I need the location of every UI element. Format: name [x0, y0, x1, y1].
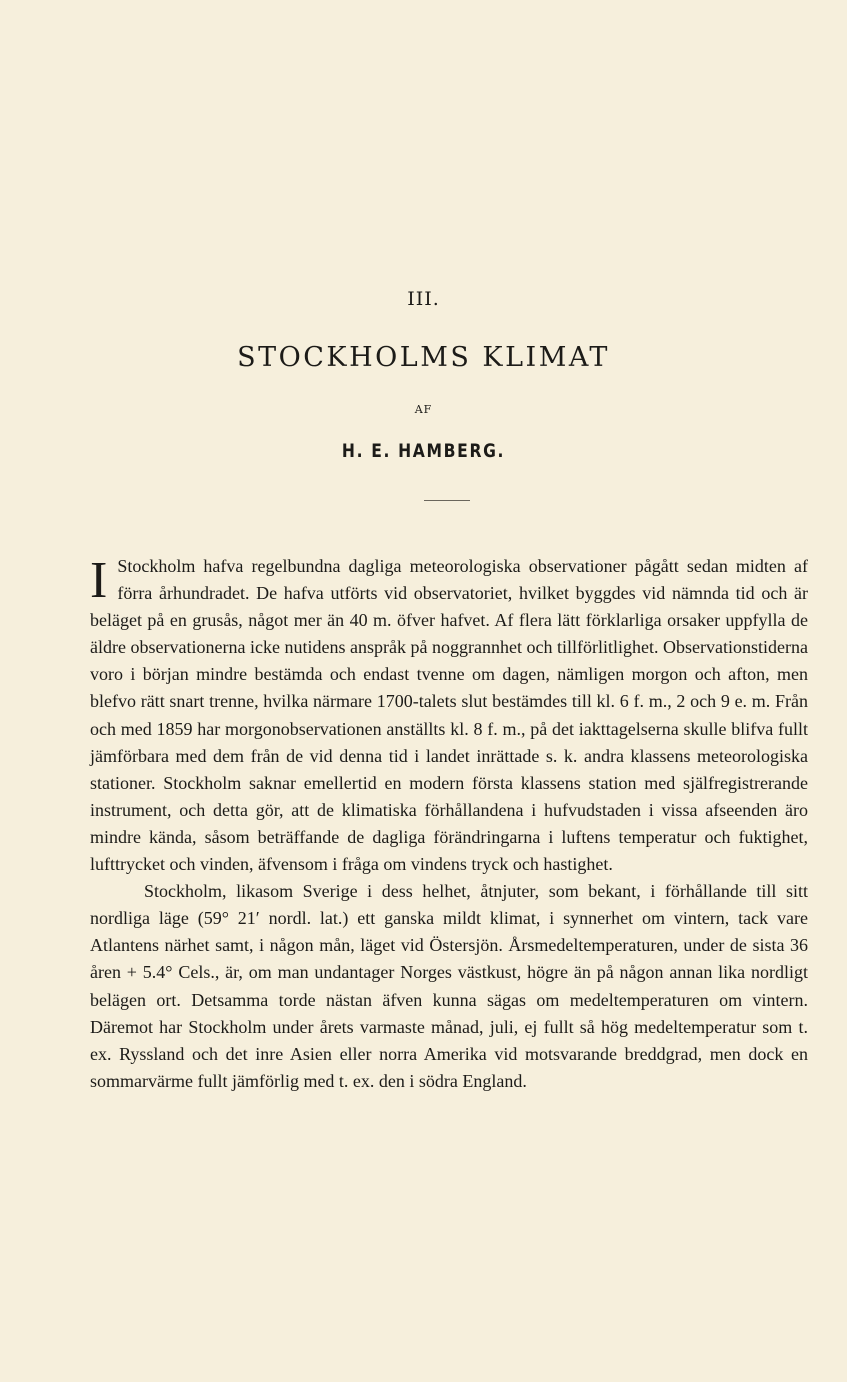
paragraph-1: [90, 553, 808, 878]
paragraph-2: Stockholm, likasom Sverige i dess helhet, åtnjuter, som bekant, i förhållande till sitt nordliga läge (59° 21′ nordl. lat.) ett ganska mildt klimat, i synnerhet om vintern, tack vare Atlantens närhet samt, i någon mån, läget vid Östersjön. Årsmedeltemperaturen, under de sista 36 åren + 5.4° Cels., är, om man undantager Norges västkust, högre än på någon annan lika nordligt belägen ort. Detsamma torde nästan äfven kunna sägas om medeltemperaturen om vintern. Däremot har Stockholm under årets varmaste månad, juli, ej fullt så hög medeltemperatur som t. ex. Ryssland och det inre Asien eller norra Amerika vid motsvarande breddgrad, men dock en sommarvärme fullt jämförlig med t. ex. den i södra England.: [90, 881, 808, 1091]
author-name: H. E. HAMBERG.: [341, 440, 506, 462]
byline-prefix: AF: [414, 403, 433, 416]
section-divider: [424, 500, 470, 501]
paragraph-1-text: Stockholm hafva regelbundna dagliga meteorologiska observationer pågått sedan midten af förra århundradet. De hafva utförts vid observatoriet, hvilket byggdes vid nämnda tid och är beläget på en grusås, något mer än 40 m. öfver hafvet. Af flera lätt förklarliga orsaker uppfylla de äldre observationerna icke nutidens anspråk på noggrannhet och tillförlitlighet. Observationstiderna voro i början mindre bestämda och endast tvenne om dagen, nämligen morgon och afton, men blefvo rätt snart trenne, hvilka närmare 1700-talets slut bestämdes till kl. 6 f. m., 2 och 9 e. m. Från och med 1859 har morgonobservationen anställts kl. 8 f. m., på det iakttagelserna skulle blifva fullt jämförbara med dem från de vid denna tid i landet inrättade s. k. andra klassens meteorologiska stationer. Stockholm saknar emellertid en modern första klassens station med själfregistrerande instrument, och detta gör, att de klimatiska förhållandena i hufvudstaden i vissa afseenden äro mindre kända, såsom beträffande de dagliga förändringarna i luftens temperatur och fuktighet, lufttrycket och vinden, äfvensom i fråga om vindens tryck och hastighet.: [90, 556, 808, 875]
chapter-number: III.: [407, 288, 440, 310]
chapter-title: STOCKHOLMS KLIMAT: [237, 342, 610, 373]
drop-cap: I: [90, 552, 108, 609]
body-text: [90, 553, 808, 1095]
